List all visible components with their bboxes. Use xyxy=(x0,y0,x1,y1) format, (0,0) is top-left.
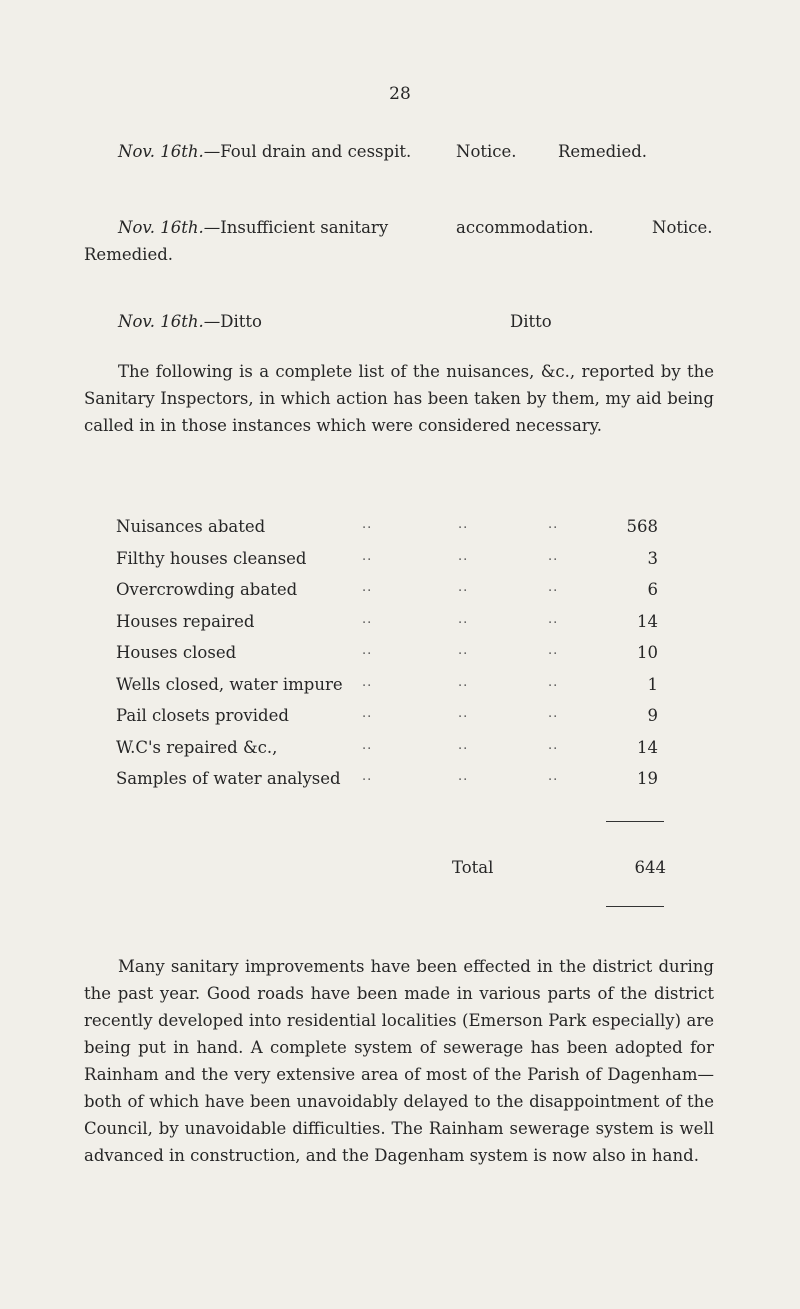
row-value: 19 xyxy=(637,769,658,788)
nuisances-table xyxy=(116,517,676,801)
page-number: 28 xyxy=(389,84,411,104)
leader-dots: .. xyxy=(458,643,469,658)
leader-dots: .. xyxy=(458,674,469,690)
leader-dots: .. xyxy=(362,737,373,753)
entry-date: Nov. 16th. xyxy=(118,142,204,161)
leader-dots: .. xyxy=(548,706,559,721)
row-label: Wells closed, water impure xyxy=(116,674,343,694)
leader-dots: .. xyxy=(548,769,559,784)
table-row xyxy=(116,580,676,612)
leader-dots: .. xyxy=(362,706,373,721)
total-rule-top xyxy=(606,821,664,822)
row-label: Nuisances abated xyxy=(116,517,266,536)
entry-issue-continued: accommodation. xyxy=(456,218,594,237)
leader-dots: .. xyxy=(362,580,373,595)
leader-dots: .. xyxy=(458,548,469,564)
intro-paragraph: The following is a complete list of the nuisances, &c., reported by the Sanitary Inspectors, in which action has been taken by them, my aid being called in in those instances which were considered necessary. xyxy=(84,362,714,435)
entry-ditto xyxy=(84,308,714,335)
row-value: 3 xyxy=(647,548,658,568)
total-value: 644 xyxy=(634,858,666,877)
leader-dots: .. xyxy=(458,737,469,753)
row-value: 14 xyxy=(637,737,658,757)
entry-result: Remedied. xyxy=(558,142,648,161)
table-row xyxy=(116,675,676,707)
leader-dots: .. xyxy=(362,769,373,784)
leader-dots: .. xyxy=(548,643,559,658)
entry-issue: Ditto xyxy=(220,312,262,331)
leader-dots: .. xyxy=(548,611,559,627)
leader-dots: .. xyxy=(362,548,373,564)
row-label: W.C's repaired &c., xyxy=(116,737,278,757)
entry-result: Ditto xyxy=(510,312,552,331)
leader-dots: .. xyxy=(458,517,469,532)
entry-notice: Notice. xyxy=(652,218,713,237)
table-row xyxy=(116,517,676,549)
entry-insufficient-sanitary xyxy=(84,214,714,268)
leader-dots: .. xyxy=(458,580,469,595)
entry-dash: — xyxy=(203,142,221,161)
leader-dots: .. xyxy=(458,611,469,627)
table-row xyxy=(116,549,676,581)
entry-foul-drain xyxy=(84,138,714,165)
row-label: Overcrowding abated xyxy=(116,580,298,599)
leader-dots: .. xyxy=(548,674,559,690)
row-value: 10 xyxy=(637,643,658,662)
row-value: 9 xyxy=(647,706,658,725)
leader-dots: .. xyxy=(362,643,373,658)
leader-dots: .. xyxy=(458,706,469,721)
table-row xyxy=(116,706,676,738)
entry-dash: — xyxy=(203,312,221,331)
row-label: Houses closed xyxy=(116,643,237,662)
closing-paragraph: Many sanitary improvements have been effected in the district during the past year. Good roads have been made in various parts of the district recently developed into residential localities (Emerson Park especially) are being put in hand. A complete system of sewerage has been adopted for Rainham and the very extensive area of most of the Parish of Dagenham—both of which have been unavoidably delayed to the disappointment of the Council, by unavoidable difficulties. The Rainham sewerage system is well advanced in construction, and the Dagenham system is now also in hand. xyxy=(84,957,714,1165)
leader-dots: .. xyxy=(548,580,559,595)
table-row xyxy=(116,738,676,770)
entry-dash: — xyxy=(203,218,221,237)
entry-result: Remedied. xyxy=(84,245,174,264)
row-value: 6 xyxy=(647,580,658,599)
leader-dots: .. xyxy=(548,737,559,753)
entry-issue: Foul drain and cesspit. xyxy=(220,142,412,161)
total-rule-bottom xyxy=(606,906,664,907)
total-label: Total xyxy=(452,858,494,877)
entry-notice: Notice. xyxy=(456,142,517,161)
leader-dots: .. xyxy=(548,548,559,564)
table-row xyxy=(116,612,676,644)
row-value: 1 xyxy=(647,674,658,694)
table-row xyxy=(116,769,676,801)
row-label: Pail closets provided xyxy=(116,706,289,725)
leader-dots: .. xyxy=(458,769,469,784)
leader-dots: .. xyxy=(362,517,373,532)
entry-date: Nov. 16th. xyxy=(118,218,204,237)
entry-date: Nov. 16th. xyxy=(118,312,204,331)
table-row xyxy=(116,643,676,675)
entry-issue: Insufficient sanitary xyxy=(220,218,389,237)
leader-dots: .. xyxy=(362,611,373,627)
leader-dots: .. xyxy=(548,517,559,532)
row-value: 14 xyxy=(637,611,658,631)
row-value: 568 xyxy=(626,517,658,536)
row-label: Houses repaired xyxy=(116,611,255,631)
row-label: Filthy houses cleansed xyxy=(116,548,307,568)
row-label: Samples of water analysed xyxy=(116,769,341,788)
leader-dots: .. xyxy=(362,674,373,690)
